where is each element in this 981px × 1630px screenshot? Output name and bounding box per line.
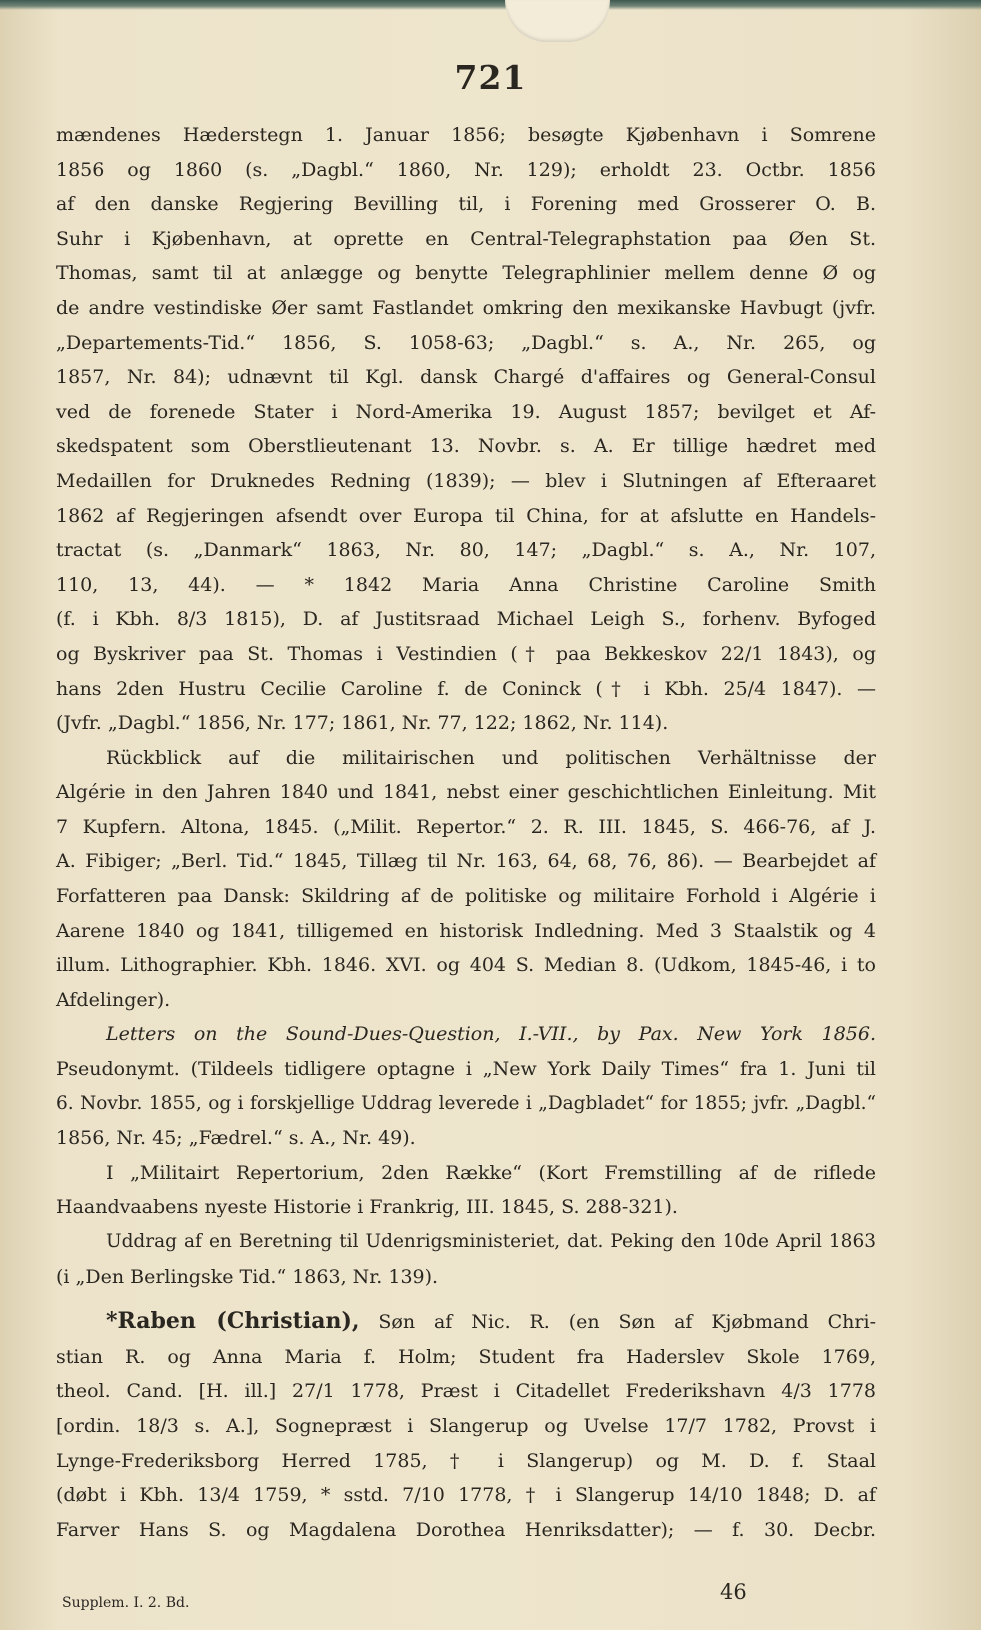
printer-signature: Supplem. I. 2. Bd. <box>62 1595 190 1611</box>
paragraph-uddrag <box>56 1225 876 1294</box>
text-line: skedspatent som Oberstlieutenant 13. Novbr. s. A. Er tillige hædret med <box>56 435 876 458</box>
text-line: (f. i Kbh. 8/3 1815), D. af Justitsraad Michael Leigh S., forhenv. Byfoged <box>56 608 876 631</box>
text-line: Forfatteren paa Dansk: Skildring af de politiske og militaire Forhold i Algérie i <box>56 885 876 908</box>
text-line: 1856, Nr. 45; „Fædrel.“ s. A., Nr. 49). <box>56 1127 416 1150</box>
text-line: 6. Novbr. 1855, og i forskjellige Uddrag leverede i „Dagbladet“ for 1855; jvfr. „Dagbl.“ <box>56 1092 876 1114</box>
text-line: hans 2den Hustru Cecilie Caroline f. de Coninck († i Kbh. 25/4 1847). — <box>56 677 876 700</box>
entry-heading: *Raben (Christian), <box>106 1308 360 1335</box>
text-line: Haandvaabens nyeste Historie i Frankrig, III. 1845, S. 288-321). <box>56 1196 678 1219</box>
text-line: Aarene 1840 og 1841, tilligemed en historisk Indledning. Med 3 Staalstik og 4 <box>56 919 876 942</box>
text-line: Suhr i Kjøbenhavn, at oprette en Central-Telegraphstation paa Øen St. <box>56 227 876 250</box>
book-edge <box>0 0 981 10</box>
text-line: „Departements-Tid.“ 1856, S. 1058-63; „Dagbl.“ s. A., Nr. 265, og <box>56 331 876 354</box>
text-line: Thomas, samt til at anlægge og benytte Telegraphlinier mellem denne Ø og <box>56 262 876 285</box>
text-line: 7 Kupfern. Altona, 1845. („Milit. Repertor.“ 2. R. III. 1845, S. 466-76, af J. <box>56 815 876 838</box>
text-line: (døbt i Kbh. 13/4 1759, * sstd. 7/10 1778, † i Slangerup 14/10 1848; D. af <box>56 1484 876 1507</box>
text-line: ved de forenede Stater i Nord-Amerika 19. August 1857; bevilget et Af- <box>56 400 876 423</box>
text-line: de andre vestindiske Øer samt Fastlandet omkring den mexikanske Havbugt (jvfr. <box>56 296 876 319</box>
text-line: Lynge-Frederiksborg Herred 1785, † i Slangerup) og M. D. f. Staal <box>56 1449 876 1472</box>
text-line: theol. Cand. [H. ill.] 27/1 1778, Præst i Citadellet Frederikshavn 4/3 1778 <box>56 1380 876 1403</box>
text-line: tractat (s. „Danmark“ 1863, Nr. 80, 147; „Dagbl.“ s. A., Nr. 107, <box>56 539 876 562</box>
text-line: [ordin. 18/3 s. A.], Sognepræst i Slangerup og Uvelse 17/7 1782, Provst i <box>56 1414 876 1437</box>
sheet-number: 46 <box>720 1580 747 1604</box>
text-line: illum. Lithographier. Kbh. 1846. XVI. og 404 S. Median 8. (Udkom, 1845-46, i to <box>56 954 876 977</box>
paragraph-repertorium <box>56 1156 876 1225</box>
body-text <box>56 118 876 1547</box>
text-line: Medaillen for Druknedes Redning (1839); — blev i Slutningen af Efteraaret <box>56 469 876 492</box>
text-line: (i „Den Berlingske Tid.“ 1863, Nr. 139). <box>56 1265 439 1288</box>
text-line: Afdelinger). <box>56 988 171 1011</box>
entry-raben <box>56 1304 876 1547</box>
text-line: 1862 af Regjeringen afsendt over Europa til China, for at afslutte en Handels- <box>56 504 876 527</box>
text-line: A. Fibiger; „Berl. Tid.“ 1845, Tillæg til Nr. 163, 64, 68, 76, 86). — Bearbejdet af <box>56 850 876 873</box>
page-number: 721 <box>454 58 527 97</box>
paragraph-biography <box>56 118 876 741</box>
text-line: Algérie in den Jahren 1840 und 1841, nebst einer geschichtlichen Einleitung. Mit <box>56 781 876 804</box>
text-line: mændenes Hæderstegn 1. Januar 1856; besøgte Kjøbenhavn i Somrene <box>56 124 876 146</box>
paragraph-letters <box>56 1017 876 1155</box>
text-line: stian R. og Anna Maria f. Holm; Student fra Haderslev Skole 1769, <box>56 1345 876 1368</box>
text-line: af den danske Regjering Bevilling til, i Forening med Grosserer O. B. <box>56 193 876 216</box>
text-line: 1856 og 1860 (s. „Dagbl.“ 1860, Nr. 129); erholdt 23. Octbr. 1856 <box>56 158 876 181</box>
paragraph-rueckblick <box>56 741 876 1018</box>
entry-heading-continuation: Søn af Nic. R. (en Søn af Kjøbmand Chri- <box>378 1311 876 1334</box>
text-line: I „Militairt Repertorium, 2den Række“ (Kort Fremstilling af de riflede <box>106 1161 876 1184</box>
text-line <box>56 1304 876 1340</box>
text-line: Farver Hans S. og Magdalena Dorothea Henriksdatter); — f. 30. Decbr. <box>56 1518 876 1541</box>
text-line: Uddrag af en Beretning til Udenrigsministeriet, dat. Peking den 10de April 1863 <box>106 1231 876 1252</box>
text-line: 110, 13, 44). — * 1842 Maria Anna Christine Caroline Smith <box>56 573 876 596</box>
text-line: 1857, Nr. 84); udnævnt til Kgl. dansk Chargé d'affaires og General-Consul <box>56 366 876 389</box>
text-line: Letters on the Sound-Dues-Question, I.-VII., by Pax. New York 1856. <box>106 1023 876 1046</box>
text-line: Rückblick auf die militairischen und politischen Verhältnisse der <box>106 746 876 769</box>
text-line: (Jvfr. „Dagbl.“ 1856, Nr. 177; 1861, Nr. 77, 122; 1862, Nr. 114). <box>56 712 669 735</box>
text-line: Pseudonymt. (Tildeels tidligere optagne i „New York Daily Times“ fra 1. Juni til <box>56 1058 876 1081</box>
text-line: og Byskriver paa St. Thomas i Vestindien († paa Bekkeskov 22/1 1843), og <box>56 642 876 665</box>
page-tab-notch <box>505 0 610 42</box>
